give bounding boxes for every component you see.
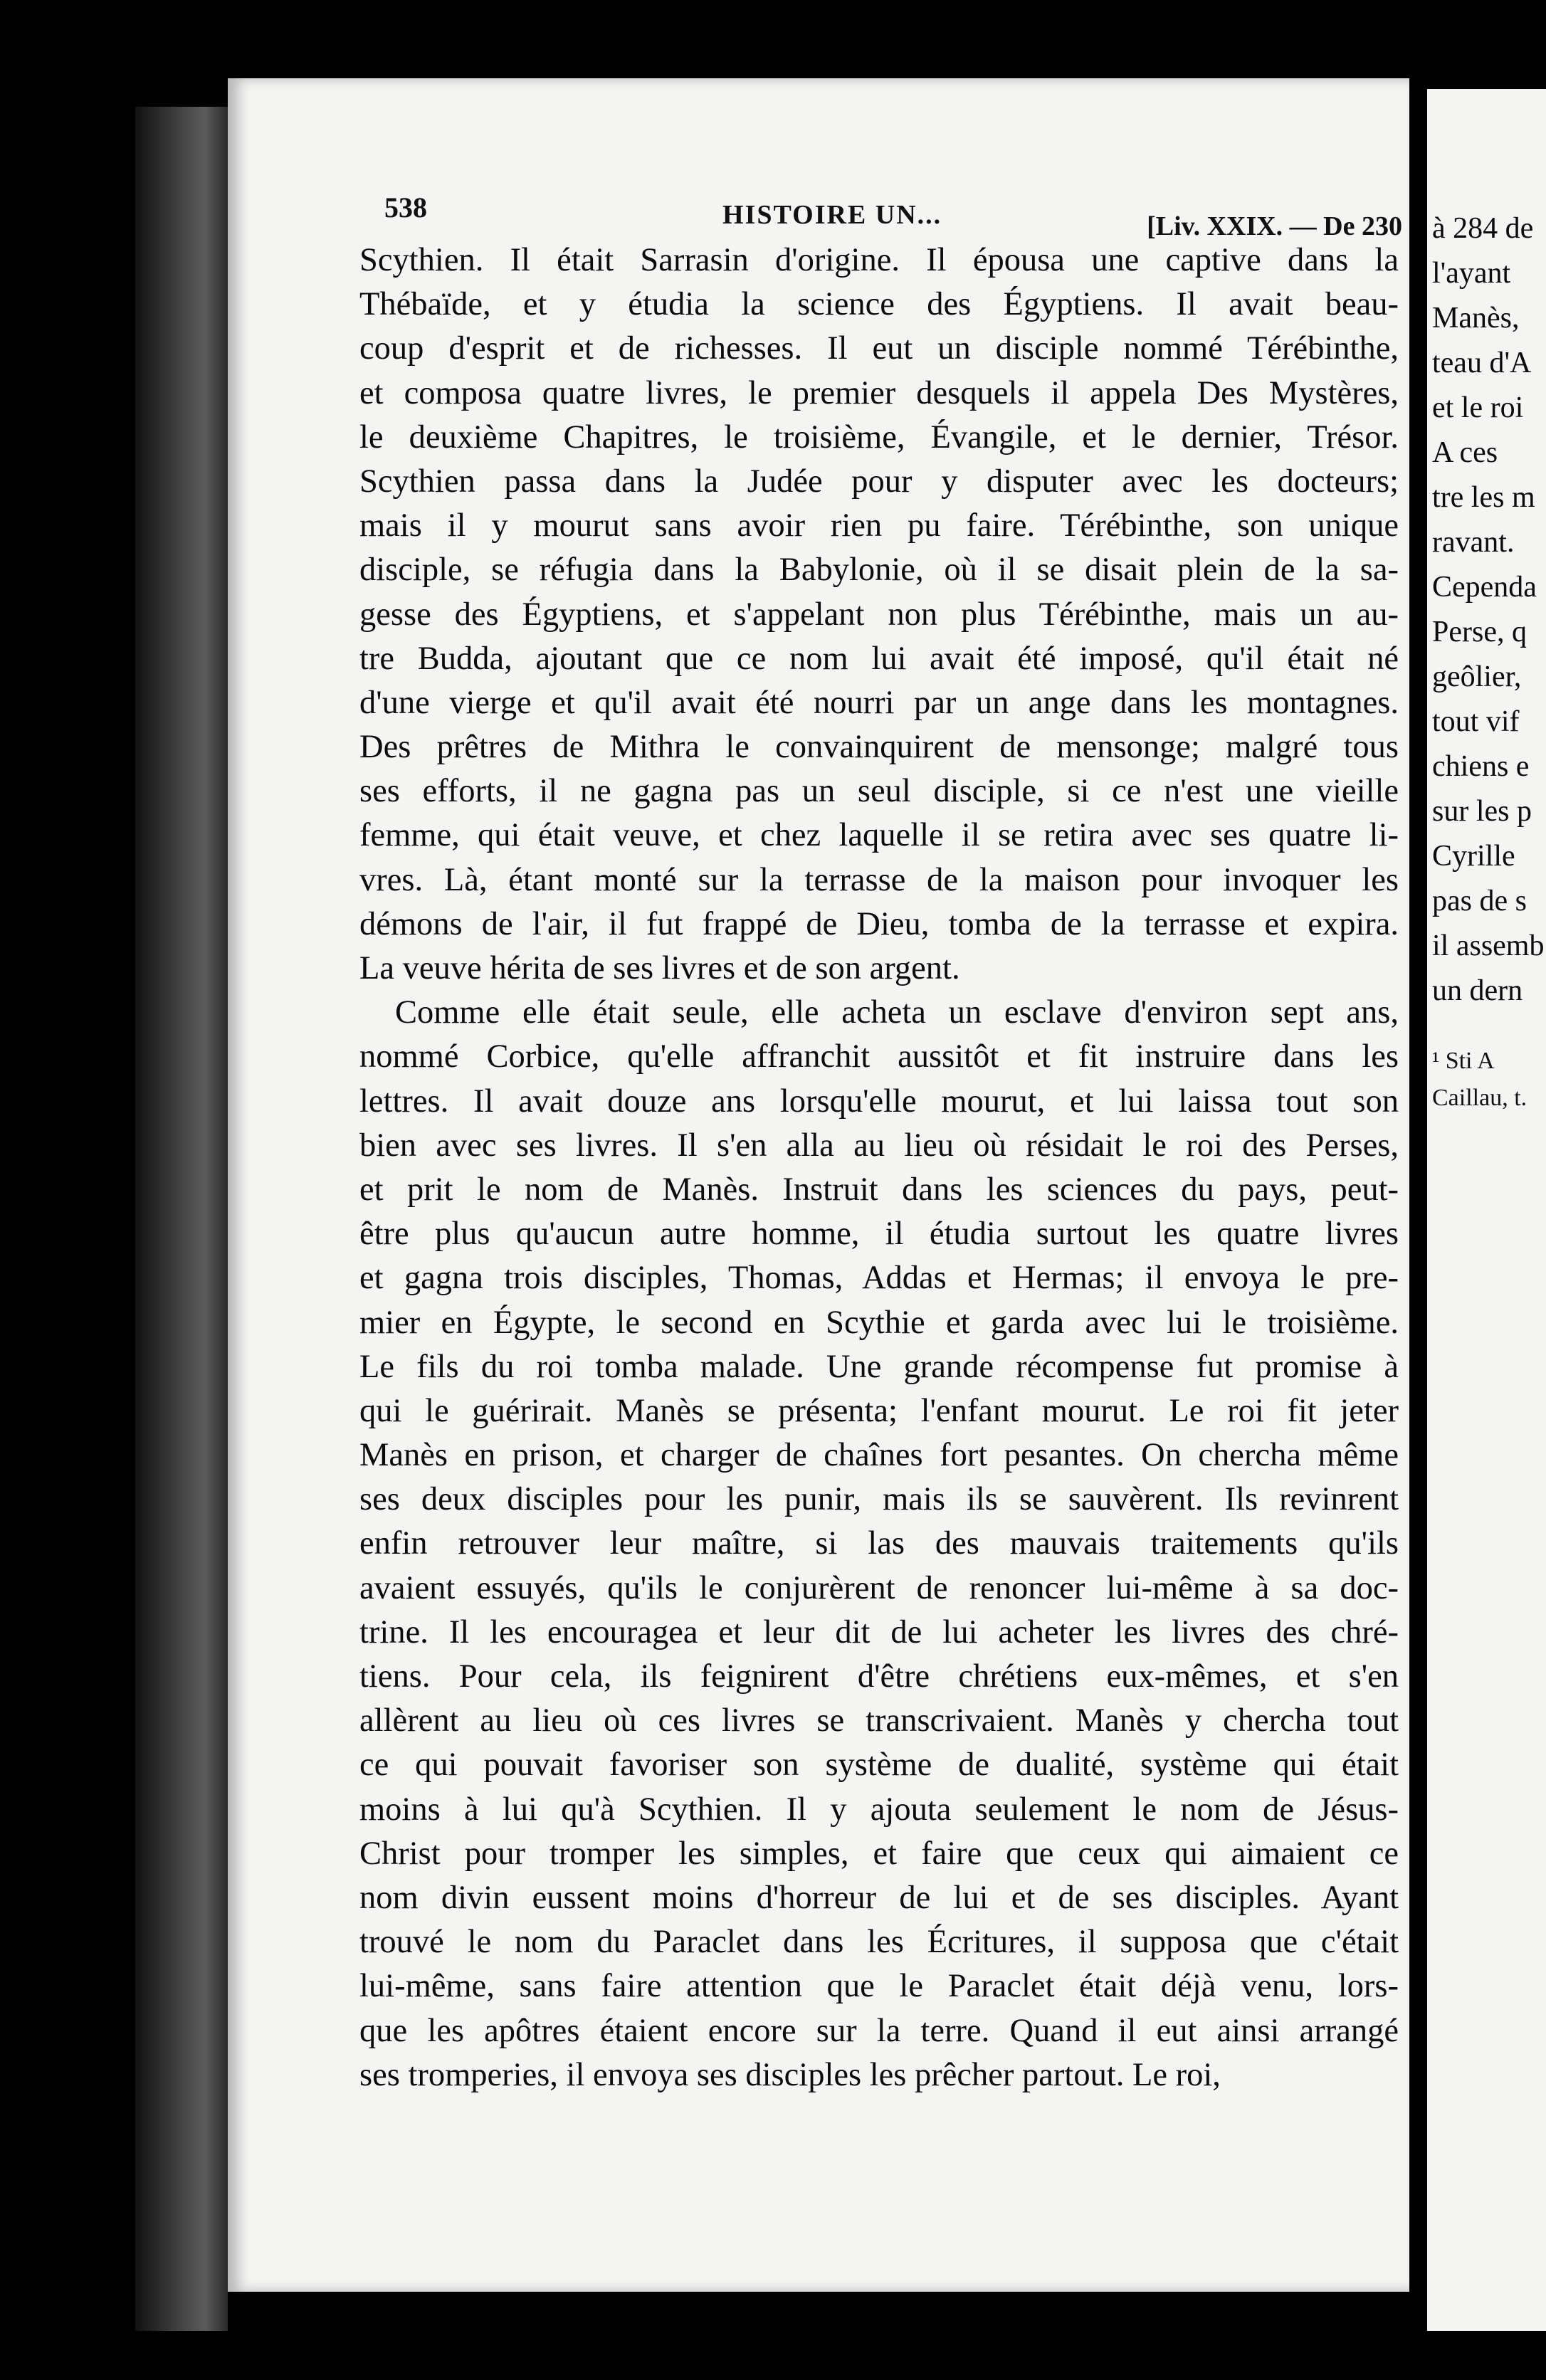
right-text-line: Manès,	[1432, 302, 1520, 335]
text-line: d'une vierge et qu'il avait été nourri par un ange dans les montagnes.	[359, 684, 1399, 721]
right-text-line: Cependa	[1432, 571, 1537, 604]
text-line: vres. Là, étant monté sur la terrasse de la maison pour invoquer les	[359, 861, 1399, 898]
text-line: Comme elle était seule, elle acheta un esclave d'environ sept ans,	[395, 994, 1399, 1031]
text-line: moins à lui qu'à Scythien. Il y ajouta seulement le nom de Jésus-	[359, 1791, 1399, 1828]
text-line: trine. Il les encouragea et leur dit de lui acheter les livres des chré-	[359, 1613, 1399, 1650]
right-text-line: il assemb	[1432, 930, 1545, 962]
right-text-line: un dern	[1432, 974, 1523, 1007]
text-line: et gagna trois disciples, Thomas, Addas et Hermas; il envoya le pre-	[359, 1260, 1399, 1297]
text-line: démons de l'air, il fut frappé de Dieu, tomba de la terrasse et expira.	[359, 905, 1399, 942]
text-line: le deuxième Chapitres, le troisième, Évangile, et le dernier, Trésor.	[359, 418, 1399, 456]
right-text-line: teau d'A	[1432, 347, 1532, 379]
right-text-line: Cyrille	[1432, 840, 1515, 873]
book-page-edge	[135, 107, 228, 2331]
right-page-text	[1432, 206, 1546, 1013]
text-line: Christ pour tromper les simples, et faire que ceux qui aimaient ce	[359, 1835, 1399, 1872]
text-line: Manès en prison, et charger de chaînes fort pesantes. On chercha même	[359, 1437, 1399, 1474]
text-line: coup d'esprit et de richesses. Il eut un disciple nommé Térébinthe,	[359, 330, 1399, 367]
text-line: bien avec ses livres. Il s'en alla au lieu où résidait le roi des Perses,	[359, 1127, 1399, 1164]
right-text-line: geôlier,	[1432, 660, 1522, 693]
right-text-line: pas de s	[1432, 885, 1527, 917]
text-line: femme, qui était veuve, et chez laquelle il se retira avec ses quatre li-	[359, 817, 1399, 854]
footnote-line: Caillau, t.	[1432, 1085, 1527, 1111]
footnote-line: ¹ Sti A	[1432, 1048, 1495, 1074]
text-line: tiens. Pour cela, ils feignirent d'être chrétiens eux-mêmes, et s'en	[359, 1658, 1399, 1695]
book-reference: [Liv. XXIX. — De 230	[1147, 211, 1402, 241]
text-line: ses deux disciples pour les punir, mais ils se sauvèrent. Ils revinrent	[359, 1481, 1399, 1518]
right-text-line: ravant.	[1432, 526, 1515, 559]
text-line: nom divin eussent moins d'horreur de lui et de ses disciples. Ayant	[359, 1879, 1399, 1916]
text-line: allèrent au lieu où ces livres se transcrivaient. Manès y chercha tout	[359, 1702, 1399, 1739]
right-text-line: l'ayant	[1432, 257, 1511, 290]
text-line: ses efforts, il ne gagna pas un seul disciple, si ce n'est une vieille	[359, 773, 1399, 810]
text-line: ses tromperies, il envoya ses disciples les prêcher partout. Le roi,	[359, 2056, 1221, 2093]
text-line: Des prêtres de Mithra le convainquirent de mensonge; malgré tous	[359, 729, 1399, 766]
right-text-line: Perse, q	[1432, 616, 1527, 648]
right-text-line: chiens e	[1432, 750, 1530, 783]
right-page-footnote	[1432, 1043, 1546, 1117]
text-line: Le fils du roi tomba malade. Une grande récompense fut promise à	[359, 1348, 1399, 1385]
text-line: nommé Corbice, qu'elle affranchit aussitôt et fit instruire dans les	[359, 1038, 1399, 1075]
right-text-line: et le roi	[1432, 391, 1524, 424]
text-line: Scythien passa dans la Judée pour y disputer avec les docteurs;	[359, 463, 1399, 500]
text-line: mier en Égypte, le second en Scythie et garda avec lui le troisième.	[359, 1304, 1399, 1341]
right-text-line: tre les m	[1432, 481, 1535, 514]
text-line: gesse des Égyptiens, et s'appelant non plus Térébinthe, mais un au-	[359, 596, 1399, 633]
text-line: être plus qu'aucun autre homme, il étudia surtout les quatre livres	[359, 1216, 1399, 1253]
text-line: et composa quatre livres, le premier desquels il appela Des Mystères,	[359, 374, 1399, 411]
text-line: que les apôtres étaient encore sur la terre. Quand il eut ainsi arrangé	[359, 2012, 1399, 2049]
text-line: ce qui pouvait favoriser son système de dualité, système qui était	[359, 1747, 1399, 1784]
right-text-line: à 284 de	[1432, 212, 1534, 245]
right-text-line: A ces	[1432, 436, 1498, 469]
text-line: avaient essuyés, qu'ils le conjurèrent de renoncer lui-même à sa doc-	[359, 1569, 1399, 1606]
text-line: enfin retrouver leur maître, si las des mauvais traitements qu'ils	[359, 1525, 1399, 1562]
right-text-line: tout vif	[1432, 705, 1520, 738]
text-line: La veuve hérita de ses livres et de son argent.	[359, 950, 960, 986]
running-title: HISTOIRE UN...	[722, 200, 942, 230]
page-number: 538	[384, 191, 427, 223]
text-line: Scythien. Il était Sarrasin d'origine. Il épousa une captive dans la	[359, 242, 1399, 278]
text-line: qui le guérirait. Manès se présenta; l'enfant mourut. Le roi fit jeter	[359, 1392, 1399, 1429]
text-line: lettres. Il avait douze ans lorsqu'elle mourut, et lui laissa tout son	[359, 1083, 1399, 1120]
right-text-line: sur les p	[1432, 795, 1532, 828]
text-line: lui-même, sans faire attention que le Paraclet était déjà venu, lors-	[359, 1968, 1399, 2005]
text-line: et prit le nom de Manès. Instruit dans les sciences du pays, peut-	[359, 1171, 1399, 1208]
text-line: tre Budda, ajoutant que ce nom lui avait été imposé, qu'il était né	[359, 640, 1399, 677]
text-line: mais il y mourut sans avoir rien pu faire. Térébinthe, son unique	[359, 507, 1399, 544]
text-line: Thébaïde, et y étudia la science des Égyptiens. Il avait beau-	[359, 286, 1399, 323]
text-line: disciple, se réfugia dans la Babylonie, où il se disait plein de la sa-	[359, 552, 1399, 589]
text-line: trouvé le nom du Paraclet dans les Écritures, il supposa que c'était	[359, 1924, 1399, 1961]
running-header	[384, 191, 1402, 241]
main-text-block	[359, 238, 1399, 2097]
